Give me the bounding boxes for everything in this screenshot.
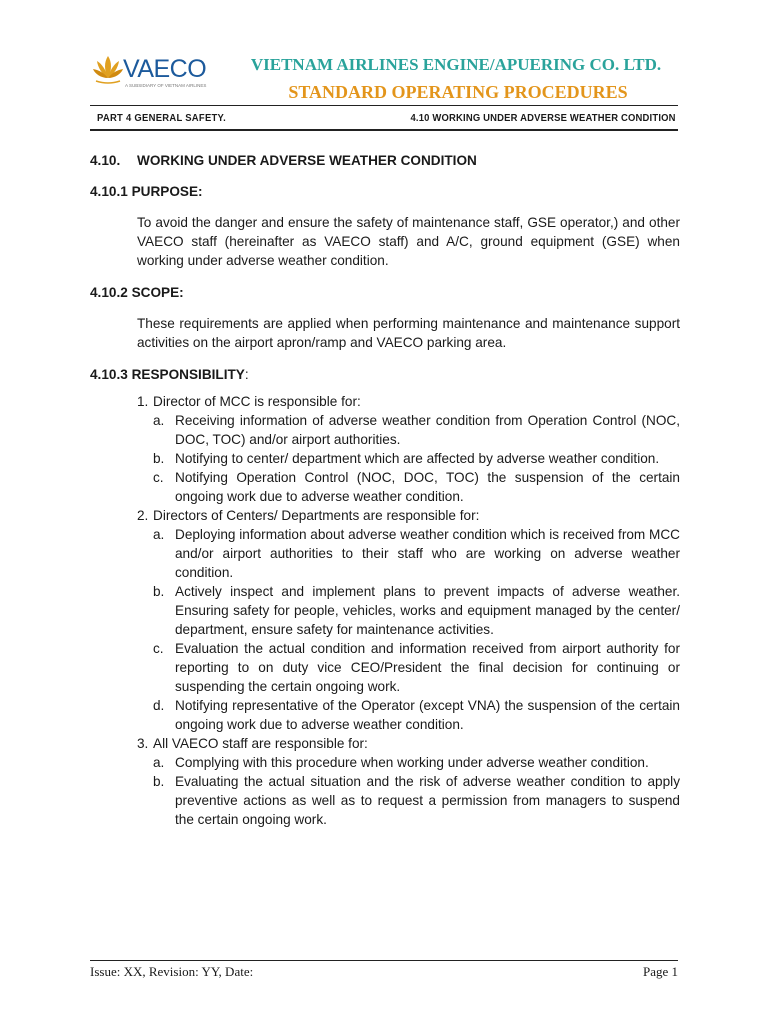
purpose-text: To avoid the danger and ensure the safety of maintenance staff, GSE operator,) and other VAECO staff (hereinafter as VAECO staff) and A/C, ground equipment (GSE) when working under adverse weather condition. <box>137 215 680 268</box>
section-title: WORKING UNDER ADVERSE WEATHER CONDITION <box>137 153 477 168</box>
list-item-text <box>90 734 680 753</box>
sub-item-text: Evaluation the actual condition and information received from airport authority for reporting to on duty vice CEO/President the final decision for continuing or suspending the certain ongoing work. <box>175 641 680 694</box>
logo-wordmark: VAECO <box>123 55 207 83</box>
sub-letter: a. <box>153 413 165 428</box>
sub-item-text: Notifying representative of the Operator (except VNA) the suspension of the certain ongoing work due to adverse weather condition. <box>175 698 680 732</box>
sub-item <box>90 582 680 639</box>
issue-info: Issue: XX, Revision: YY, Date: <box>90 964 254 979</box>
sub-letter: b. <box>153 774 165 789</box>
responsibility-colon: : <box>244 367 249 382</box>
list-item <box>90 506 680 734</box>
sub-item-text: Notifying Operation Control (NOC, DOC, TOC) the suspension of the certain ongoing work due to adverse weather condition. <box>175 470 680 504</box>
sub-item <box>90 753 680 772</box>
list-number: 2. <box>137 508 149 523</box>
part-label: PART 4 GENERAL SAFETY. <box>97 112 226 124</box>
footer-divider <box>90 960 678 961</box>
page-number: Page 1 <box>642 964 678 979</box>
list-item <box>90 392 680 506</box>
list-item-label: Directors of Centers/ Departments are responsible for: <box>153 508 480 523</box>
section-number: 4.10. <box>90 153 121 168</box>
sub-letter: d. <box>153 698 165 713</box>
purpose-heading: 4.10.1 PURPOSE: <box>90 184 203 199</box>
sub-item <box>90 525 680 582</box>
responsibility-list <box>90 392 680 829</box>
company-name: VIETNAM AIRLINES ENGINE/APUERING CO. LTD. <box>250 55 662 74</box>
list-item-text <box>90 392 680 411</box>
section-heading <box>90 151 680 170</box>
list-number: 1. <box>137 394 149 409</box>
sub-item <box>90 468 680 506</box>
document-body <box>90 150 680 829</box>
subheader-divider <box>90 129 678 131</box>
sub-item <box>90 772 680 829</box>
sub-item-text: Evaluating the actual situation and the risk of adverse weather condition to apply preventive actions as well as to request a permission from managers to suspend the certain ongoing work. <box>175 774 680 827</box>
sub-letter: a. <box>153 755 165 770</box>
sub-item <box>90 449 680 468</box>
list-item-text <box>90 506 680 525</box>
sub-item-text: Complying with this procedure when working under adverse weather condition. <box>175 755 649 770</box>
header-divider <box>90 105 678 106</box>
page-header <box>0 0 768 140</box>
list-item <box>90 734 680 829</box>
list-item-label: Director of MCC is responsible for: <box>153 394 361 409</box>
sub-letter: a. <box>153 527 165 542</box>
list-number: 3. <box>137 736 149 751</box>
sub-item-text: Receiving information of adverse weather condition from Operation Control (NOC, DOC, TOC) and/or airport authorities. <box>175 413 680 447</box>
document-title: STANDARD OPERATING PROCEDURES <box>288 82 628 102</box>
scope-text: These requirements are applied when performing maintenance and maintenance support activities on the airport apron/ramp and VAECO parking area. <box>137 316 680 350</box>
sub-item <box>90 411 680 449</box>
sub-letter: b. <box>153 584 165 599</box>
sub-letter: c. <box>153 641 164 656</box>
scope-heading: 4.10.2 SCOPE: <box>90 285 184 300</box>
sub-letter: b. <box>153 451 165 466</box>
sub-item <box>90 639 680 696</box>
responsibility-heading-text: 4.10.3 RESPONSIBILITY <box>90 367 245 382</box>
sub-item-text: Notifying to center/ department which are affected by adverse weather condition. <box>175 451 660 466</box>
logo-subtitle: A SUBSIDIARY OF VIETNAM AIRLINES <box>125 83 207 88</box>
sub-letter: c. <box>153 470 164 485</box>
section-reference: 4.10 WORKING UNDER ADVERSE WEATHER CONDITION <box>410 112 676 124</box>
responsibility-heading <box>90 365 680 384</box>
list-item-label: All VAECO staff are responsible for: <box>153 736 368 751</box>
sub-item-text: Deploying information about adverse weather condition which is received from MCC and/or airport authorities to their staff who are working on adverse weather condition. <box>175 527 680 580</box>
sub-item <box>90 696 680 734</box>
sub-item-text: Actively inspect and implement plans to prevent impacts of adverse weather. Ensuring safety for people, vehicles, works and equipment managed by the center/ department, ensure safety for maintenance activities. <box>175 584 680 637</box>
